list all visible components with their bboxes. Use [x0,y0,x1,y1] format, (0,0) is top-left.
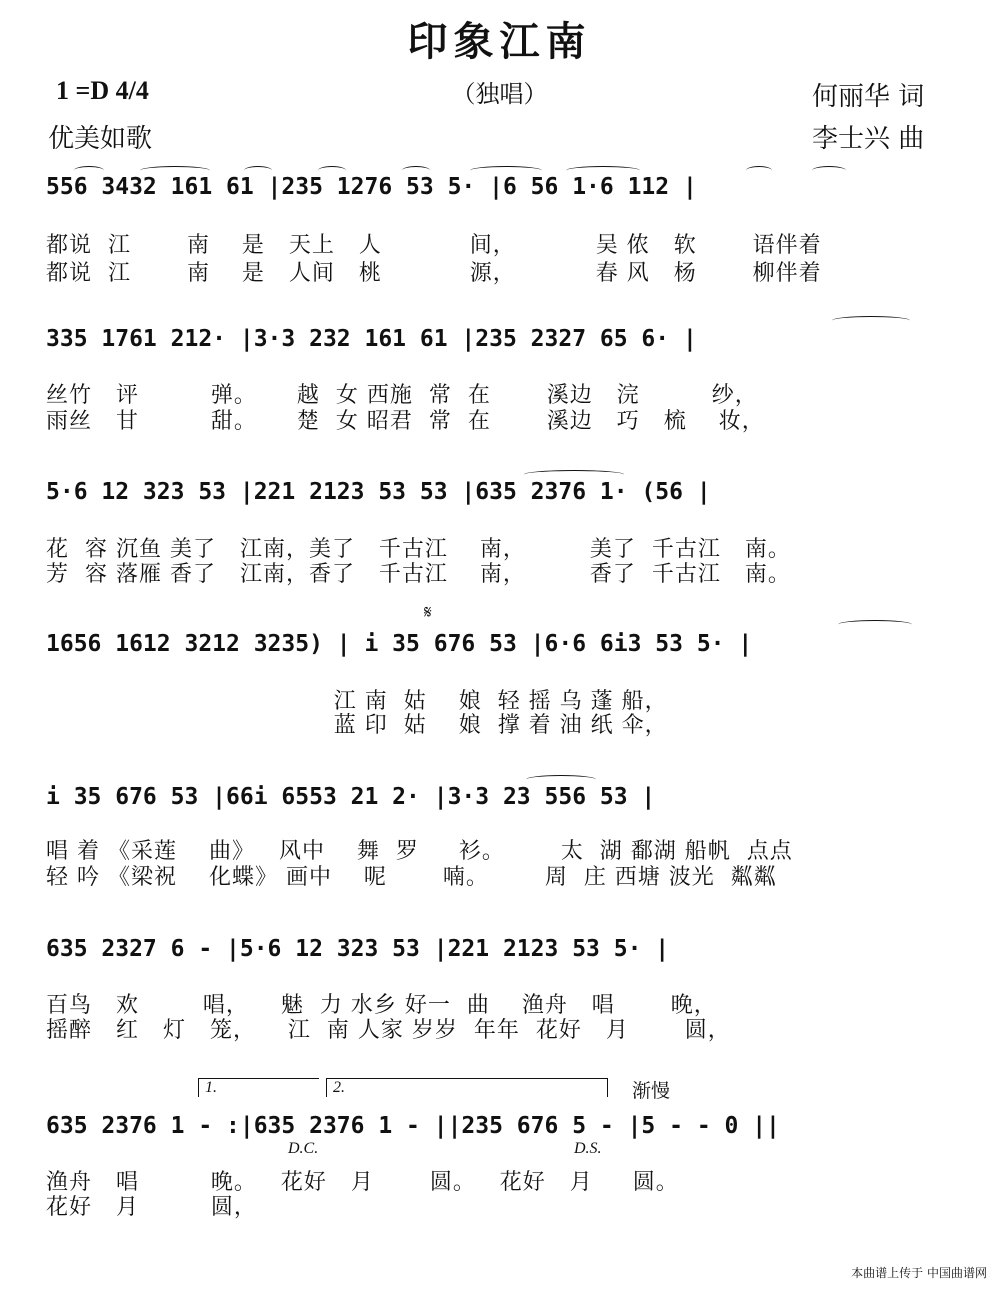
lyric-line-2b: 雨丝 甘 甜。 楚 女 昭君 常 在 溪边 巧 梳 妆， [46,409,765,434]
slur [140,166,210,175]
subtitle: （独唱） [451,80,548,108]
notation-line-7: 635 2376 1 - :|635 2376 1 - ||235 676 5 - |5 - - 0 || [46,1113,780,1139]
lyric-line-6a: 百鸟 欢 唱， 魅 力 水乡 好一 曲 渔舟 唱 晚， [46,993,717,1018]
slur [746,166,772,175]
lyric-line-1a: 都说 江 南 是 天上 人 间， 吴 侬 软 语伴着 [46,233,822,258]
ritardando-mark: 渐慢 [632,1080,671,1102]
slur [838,620,912,629]
lyric-line-5b: 轻 吟 《梁祝 化蝶》 画中 呢 喃。 周 庄 西塘 波光 粼粼 [46,865,777,890]
lyric-line-7a: 渔舟 唱 晚。 花好 月 圆。 花好 月 圆。 [46,1170,679,1195]
notation-line-2: 335 1761 212· |3·3 232 161 61 |235 2327 65 6· | [46,326,697,352]
lyric-line-5a: 唱 着 《采莲 曲》 风中 舞 罗 衫。 太 湖 鄱湖 船帆 点点 [46,839,793,864]
segno-sign: 𝄋 [424,602,432,623]
lyric-line-1b: 都说 江 南 是 人间 桃 源， 春 风 杨 柳伴着 [46,261,822,286]
footer-credit: 本曲谱上传于 中国曲谱网 [851,1266,987,1280]
volta-1-bracket [198,1078,319,1097]
slur [832,316,910,325]
slur [812,166,846,175]
slur [318,166,346,175]
lyric-line-6b: 摇醉 红 灯 笼， 江 南 人家 岁岁 年年 花好 月 圆， [46,1018,731,1043]
notation-line-3: 5·6 12 323 53 |221 2123 53 53 |635 2376 1· (56 | [46,479,711,505]
lyric-line-7b: 花好 月 圆， [46,1195,257,1220]
ds-mark: D.S. [574,1140,602,1157]
notation-line-4: 1656 1612 3212 3235) | i 35 676 53 |6·6 6i3 53 5· | [46,631,753,657]
volta-2-bracket [326,1078,608,1097]
tempo-marking: 优美如歌 [48,124,153,154]
slur [470,166,542,175]
lyricist: 何丽华 词 [812,82,925,112]
lyric-line-4a: 江 南 姑 娘 轻 摇 乌 蓬 船， [46,689,668,714]
volta-1-label: 1. [205,1079,217,1096]
lyric-line-4b: 蓝 印 姑 娘 撑 着 油 纸 伞， [46,713,668,738]
slur [402,166,430,175]
slur [524,470,624,479]
slur [244,166,272,175]
slur [566,166,640,175]
dc-mark: D.C. [288,1140,319,1157]
song-title: 印象江南 [407,18,592,65]
slur [74,166,104,175]
key-signature: 1 =D 4/4 [56,76,149,105]
lyric-line-3a: 花 容 沉鱼 美了 江南，美了 千古江 南， 美了 千古江 南。 [46,537,791,562]
slur [526,775,596,784]
lyric-line-2a: 丝竹 评 弹。 越 女 西施 常 在 溪边 浣 纱， [46,383,758,408]
volta-2-label: 2. [333,1079,345,1096]
composer: 李士兴 曲 [812,124,925,154]
notation-line-1: 556 3432 161 61 |235 1276 53 5· |6 56 1·6 112 | [46,174,697,200]
notation-line-6: 635 2327 6 - |5·6 12 323 53 |221 2123 53 5· | [46,936,670,962]
lyric-line-3b: 芳 容 落雁 香了 江南，香了 千古江 南， 香了 千古江 南。 [46,562,791,587]
notation-line-5: i 35 676 53 |66i 6553 21 2· |3·3 23 556 53 | [46,784,656,810]
